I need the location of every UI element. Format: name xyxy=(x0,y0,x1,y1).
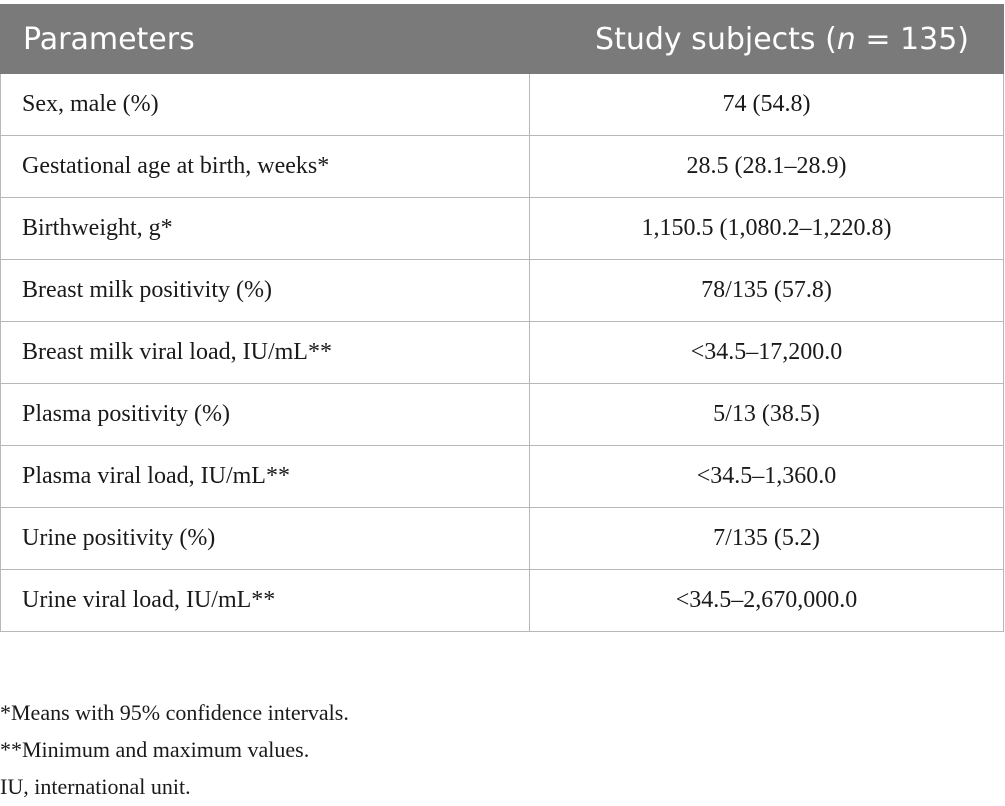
table-row xyxy=(1,260,1004,322)
row-parameter: Breast milk positivity (%) xyxy=(1,260,530,322)
row-parameter: Plasma positivity (%) xyxy=(1,384,530,446)
header-study-subjects xyxy=(530,5,1004,74)
table-row xyxy=(1,198,1004,260)
row-parameter: Gestational age at birth, weeks* xyxy=(1,136,530,198)
header-study-subjects-suffix: = 135) xyxy=(855,21,969,57)
data-table-container xyxy=(0,4,1003,632)
row-parameter: Sex, male (%) xyxy=(1,74,530,136)
table-row xyxy=(1,570,1004,632)
row-value: <34.5–1,360.0 xyxy=(530,446,1004,508)
row-parameter: Plasma viral load, IU/mL** xyxy=(1,446,530,508)
row-value: 5/13 (38.5) xyxy=(530,384,1004,446)
row-value: 1,150.5 (1,080.2–1,220.8) xyxy=(530,198,1004,260)
table-row xyxy=(1,74,1004,136)
row-value: <34.5–2,670,000.0 xyxy=(530,570,1004,632)
table-row xyxy=(1,136,1004,198)
header-parameters: Parameters xyxy=(1,5,530,74)
table-header xyxy=(1,5,1004,74)
header-row xyxy=(1,5,1004,74)
row-parameter: Birthweight, g* xyxy=(1,198,530,260)
table-body xyxy=(1,74,1004,632)
table-footnotes xyxy=(0,694,349,805)
row-value: <34.5–17,200.0 xyxy=(530,322,1004,384)
parameters-table xyxy=(0,4,1004,632)
table-row xyxy=(1,384,1004,446)
table-row xyxy=(1,322,1004,384)
row-value: 74 (54.8) xyxy=(530,74,1004,136)
table-row xyxy=(1,508,1004,570)
row-value: 28.5 (28.1–28.9) xyxy=(530,136,1004,198)
row-parameter: Breast milk viral load, IU/mL** xyxy=(1,322,530,384)
footnote-means: *Means with 95% confidence intervals. xyxy=(0,700,349,725)
header-study-subjects-prefix: Study subjects ( xyxy=(595,21,837,57)
row-value: 7/135 (5.2) xyxy=(530,508,1004,570)
footnote-iu: IU, international unit. xyxy=(0,774,191,799)
header-study-subjects-n: n xyxy=(836,21,856,57)
row-value: 78/135 (57.8) xyxy=(530,260,1004,322)
row-parameter: Urine positivity (%) xyxy=(1,508,530,570)
table-row xyxy=(1,446,1004,508)
row-parameter: Urine viral load, IU/mL** xyxy=(1,570,530,632)
footnote-min-max: **Minimum and maximum values. xyxy=(0,737,310,762)
